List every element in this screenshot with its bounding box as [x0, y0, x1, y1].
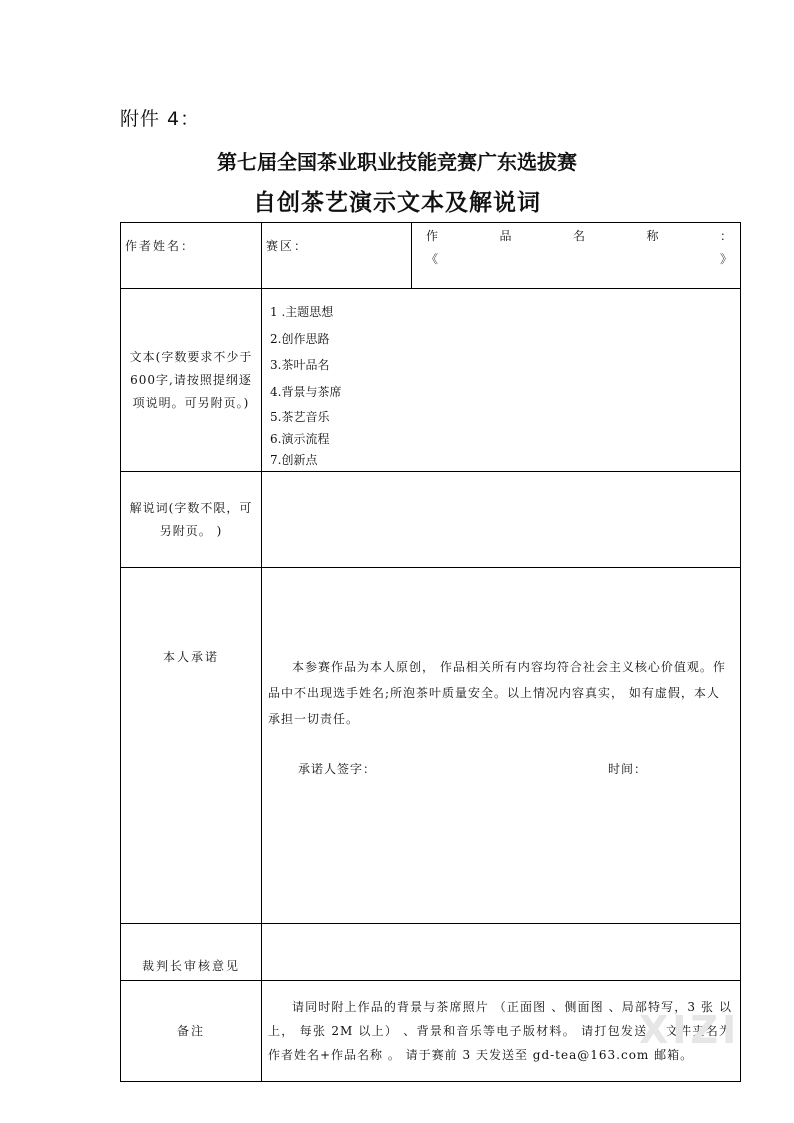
- outline-item: 2.创作思路: [270, 331, 330, 346]
- region-label: 赛区：: [266, 239, 309, 253]
- text-label: 文本(字数要求不少于600字,请按照提纲逐项说明。可另附页。): [129, 349, 253, 410]
- promise-label-cell: [121, 568, 262, 924]
- work-name-brackets: [426, 250, 732, 267]
- work-name-cell[interactable]: [412, 223, 741, 289]
- outline-item: 4.背景与茶席: [270, 384, 342, 399]
- time-label[interactable]: 时间：: [608, 762, 648, 776]
- commentary-input-cell[interactable]: [262, 472, 741, 568]
- document-subtitle: 自创茶艺演示文本及解说词: [253, 190, 541, 216]
- outline-cell[interactable]: [262, 289, 741, 472]
- text-label-cell: [121, 289, 262, 472]
- judge-label-cell: [121, 924, 262, 981]
- open-bracket: 《: [426, 252, 439, 266]
- author-name-label: 作者姓名：: [125, 239, 196, 253]
- close-bracket: 》: [719, 252, 732, 266]
- work-name-char: 称: [646, 229, 659, 243]
- work-name-char: 作: [426, 229, 439, 243]
- region-cell[interactable]: [262, 223, 412, 289]
- commentary-row: [121, 472, 741, 568]
- judge-label: 裁判长审核意见: [141, 959, 240, 973]
- work-name-char: ：: [719, 229, 732, 243]
- author-name-cell[interactable]: [121, 223, 262, 289]
- outline-item: 5.茶艺音乐: [270, 410, 330, 424]
- watermark-logo: XIZI: [639, 1008, 741, 1052]
- work-name-char: 品: [499, 229, 512, 243]
- signature-row: [262, 732, 740, 777]
- judge-opinion-cell[interactable]: [262, 924, 741, 981]
- outline-item: 3.茶叶品名: [270, 358, 330, 372]
- entry-form-table: [120, 222, 741, 1082]
- commentary-label: 解说词(字数不限，可另附页。 ): [129, 500, 253, 538]
- work-name-char: 名: [572, 229, 585, 243]
- note-label: 备注: [176, 1023, 205, 1038]
- document-title: 第七届全国茶业职业技能竞赛广东选拔赛: [217, 150, 577, 174]
- promise-cell[interactable]: [262, 568, 741, 924]
- outline-item: 1 .主题思想: [270, 305, 334, 319]
- outline-item: 7.创新点: [270, 453, 318, 467]
- commentary-label-cell: [121, 472, 262, 568]
- signature-label[interactable]: 承诺人签字：: [298, 762, 377, 776]
- promise-text: 本参赛作品为本人原创， 作品相关所有内容均符合社会主义核心价值观。作品中不出现选手姓名;所泡茶叶质量安全。以上情况内容真实， 如有虚假，本人承担一切责任。: [268, 660, 726, 726]
- judge-row: [121, 924, 741, 981]
- outline-item: 6.演示流程: [270, 432, 330, 446]
- promise-label: 本人承诺: [162, 650, 219, 664]
- note-label-cell: [121, 981, 262, 1082]
- info-row: [121, 223, 741, 289]
- text-row: [121, 289, 741, 472]
- attachment-label: 附件 4：: [120, 108, 201, 130]
- promise-row: [121, 568, 741, 924]
- work-name-label: [426, 227, 732, 244]
- note-text: 请同时附上作品的背景与茶席照片 （正面图 、侧面图 、局部特写，3 张 以上， 每张 2M 以上） 、背景和音乐等电子版材料。 请打包发送， 文件夹名为作者姓名+作品名称 。 请于赛前 3 天发送至 gd-tea@163.com 邮箱。: [268, 1000, 732, 1062]
